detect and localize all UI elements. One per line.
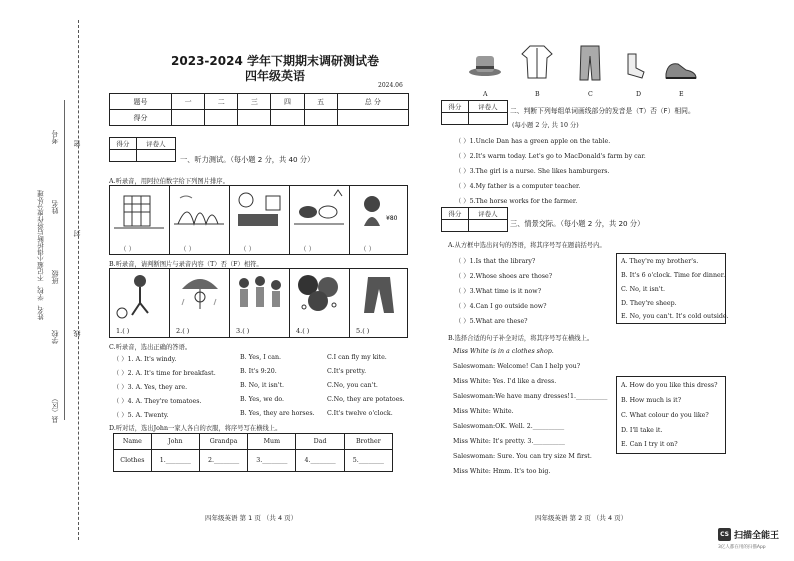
watermark-brand: 扫描全能王 <box>734 531 780 541</box>
dialogue-line: Miss White: Hmm. It's too big. <box>453 468 551 475</box>
grader-score-label: 得分 <box>442 101 469 113</box>
dialogue-scene: Miss White is in a clothes shop. <box>453 348 554 355</box>
score-input[interactable] <box>337 110 408 126</box>
binding-school-label: 学校 <box>51 330 59 344</box>
grader-marker-label: 评卷人 <box>468 208 507 220</box>
dialogue-line: Saleswoman:OK. Well. 2.__________ <box>453 423 565 430</box>
grader-score-input[interactable] <box>110 150 137 162</box>
option-b: B. Yes, we do. <box>240 396 285 403</box>
score-cell: 总 分 <box>337 94 408 110</box>
score-cell: 一 <box>172 94 205 110</box>
score-cell: 四 <box>271 94 304 110</box>
question-item: （ ）3. A. Yes, they are. <box>113 384 188 391</box>
tf-blank[interactable]: 4.( ) <box>296 327 310 335</box>
building-picture <box>110 186 170 254</box>
clothes-table <box>113 433 393 472</box>
dialogue-line: Miss White: It's pretty. 3.__________ <box>453 438 565 445</box>
sneakers-picture <box>664 58 698 84</box>
grader-marker-input[interactable] <box>468 113 507 125</box>
table-cell: Clothes <box>114 450 152 472</box>
binding-name-label: 姓名 <box>51 200 59 214</box>
image-letter: C <box>588 91 593 98</box>
dialogue-question: （ ）4.Can I go outside now? <box>455 303 547 310</box>
pronunciation-item: （ ）3.The girl is a nurse. She likes hamburgers. <box>455 168 610 175</box>
table-header: Mum <box>248 434 296 450</box>
table-header: Name <box>114 434 152 450</box>
grader-marker-label: 评卷人 <box>136 138 175 150</box>
score-input[interactable] <box>271 110 304 126</box>
option-item: C. What colour do you like? <box>621 412 709 419</box>
answer-blank[interactable]: 1.________ <box>151 450 199 472</box>
answer-blank[interactable]: 4.________ <box>296 450 344 472</box>
option-item: B. How much is it? <box>621 397 682 404</box>
option-b: B. It's 9:20. <box>240 368 277 375</box>
score-cell: 题号 <box>110 94 172 110</box>
table-header: Grandpa <box>199 434 247 450</box>
order-blank[interactable]: （ ） <box>360 245 376 253</box>
score-table <box>109 93 409 126</box>
grader-score-input[interactable] <box>442 220 469 232</box>
part1-title: 一、听力测试。（每小题 2 分，共 40 分） <box>180 155 315 164</box>
bedroom-picture <box>230 186 290 254</box>
grader-score-label: 得分 <box>442 208 469 220</box>
option-c: C.It's pretty. <box>327 368 367 375</box>
grader-score-label: 得分 <box>110 138 137 150</box>
options-box-b <box>616 376 726 454</box>
score-input[interactable] <box>172 110 205 126</box>
score-cell: 三 <box>238 94 271 110</box>
seal-mark-1: 密 <box>73 140 81 147</box>
seal-mark-2: 封 <box>73 230 81 237</box>
part1-b-title: B.听录音，请判断图片与录音内容（T）否（F）相符。 <box>109 261 263 268</box>
part2-note: (每小题 2 分, 共 10 分) <box>512 122 579 129</box>
score-cell: 得分 <box>110 110 172 126</box>
grader-score-input[interactable] <box>442 113 469 125</box>
pants-item-picture <box>578 44 602 84</box>
option-c: C.I can fly my kite. <box>327 354 387 361</box>
option-item: E. No, you can't. It's cold outside. <box>621 313 729 320</box>
part2-title: 二、判断下列每组单词画线部分的发音是（T）否（F）相同。 <box>510 107 695 115</box>
score-input[interactable] <box>238 110 271 126</box>
dialogue-question: （ ）3.What time is it now? <box>455 288 542 295</box>
binding-underline <box>64 100 65 420</box>
score-cell: 五 <box>304 94 337 110</box>
grader-marker-input[interactable] <box>136 150 175 162</box>
socks-picture <box>622 52 650 82</box>
option-item: A. They're my brother's. <box>621 258 699 265</box>
tf-blank[interactable]: 5.( ) <box>356 327 370 335</box>
option-c: C.No, you can't. <box>327 382 378 389</box>
part3-b-title: B.选择合适的句子补全对话，将其序号写在横线上。 <box>448 335 594 342</box>
dialogue-line: Saleswoman:We have many dresses!1.__________ <box>453 393 608 400</box>
part1-c-title: C.听录音，选出正确的答语。 <box>109 344 192 351</box>
question-item: （ ）1. A. It's windy. <box>113 356 177 363</box>
part1-a-title: A.听录音，用阿拉伯数字给下列图片排序。 <box>109 178 229 185</box>
image-letter: A <box>483 91 488 98</box>
pronunciation-item: （ ）1.Uncle Dan has a green apple on the table. <box>455 138 611 145</box>
shopping-picture <box>350 186 408 254</box>
score-input[interactable] <box>205 110 238 126</box>
option-item: E. Can I try it on? <box>621 441 678 448</box>
page-footer-left: 四年级英语 第 1 页 （共 4 页） <box>205 514 298 522</box>
pronunciation-item: （ ）4.My father is a computer teacher. <box>455 183 581 190</box>
order-blank[interactable]: （ ） <box>240 245 256 253</box>
image-letter: B <box>535 91 540 98</box>
image-letter: D <box>636 91 642 98</box>
grader-box-part1 <box>109 137 176 162</box>
dialogue-question: （ ）1.Is that the library? <box>455 258 536 265</box>
binding-warning: 姓名、学校、不记超小得折断后将作废分处理 <box>37 190 45 320</box>
option-item: B. It's 6 o'clock. Time for dinner. <box>621 272 726 279</box>
option-b: B. Yes, I can. <box>240 354 282 361</box>
option-item: A. How do you like this dress? <box>621 382 718 389</box>
pronunciation-item: （ ）2.It's warm today. Let's go to MacDonald's farm by car. <box>455 153 646 160</box>
options-box-a <box>616 253 729 324</box>
exam-title: 2023-2024 学年下期期末调研测试卷 <box>171 54 379 68</box>
seal-mark-3: 线 <box>73 330 81 337</box>
part1-b-picture-row <box>109 268 408 338</box>
shirt-picture <box>520 44 554 82</box>
grader-marker-input[interactable] <box>468 220 507 232</box>
exam-subtitle: 四年级英语 <box>244 69 305 83</box>
dialogue-line: Saleswoman: Welcome! Can I help you? <box>453 363 581 370</box>
question-item: （ ）2. A. It's time for breakfast. <box>113 370 216 377</box>
tf-blank[interactable]: 2.( ) <box>176 327 190 335</box>
opera-house-picture <box>170 186 230 254</box>
part3-title: 三、情景交际。（每小题 2 分，共 20 分） <box>510 219 645 228</box>
binding-county-label: 县（区） <box>51 395 59 423</box>
pronunciation-item: （ ）5.The horse works for the farmer. <box>455 198 578 205</box>
svg-text:¥80: ¥80 <box>386 215 398 222</box>
table-header: Brother <box>344 434 392 450</box>
page-footer-right: 四年级英语 第 2 页 （共 4 页） <box>535 514 628 522</box>
hat-picture <box>468 48 502 80</box>
option-b: B. No, it isn't. <box>240 382 285 389</box>
question-item: （ ）4. A. They're tomatoes. <box>113 398 202 405</box>
option-c: C.It's twelve o'clock. <box>327 410 393 417</box>
table-header: John <box>151 434 199 450</box>
option-c: C.No, they are potatoes. <box>327 396 405 403</box>
dialogue-line: Miss White: White. <box>453 408 514 415</box>
answer-blank[interactable]: 5.________ <box>344 450 392 472</box>
option-item: D. They're sheep. <box>621 300 677 307</box>
dialogue-question: （ ）5.What are these? <box>455 318 528 325</box>
tf-blank[interactable]: 3.( ) <box>236 327 250 335</box>
binding-class-label: 班级 <box>51 270 59 284</box>
grader-box-part2 <box>441 100 508 125</box>
tf-blank[interactable]: 1.( ) <box>116 327 130 335</box>
score-cell: 二 <box>205 94 238 110</box>
part1-a-picture-row <box>109 185 408 255</box>
image-letter: E <box>679 91 684 98</box>
farm-picture <box>290 186 350 254</box>
binding-id-label: 考号 <box>51 130 59 144</box>
dialogue-line: Miss White: Yes. I'd like a dress. <box>453 378 557 385</box>
binding-dashed-line <box>78 20 79 540</box>
dialogue-line: Saleswoman: Sure. You can try size M first. <box>453 453 592 460</box>
answer-blank[interactable]: 2.________ <box>199 450 247 472</box>
table-header: Dad <box>296 434 344 450</box>
watermark-tagline: 3亿人都在用的扫描App <box>718 545 766 550</box>
question-item: （ ）5. A. Twenty. <box>113 412 169 419</box>
answer-blank[interactable]: 3.________ <box>248 450 296 472</box>
option-b: B. Yes, they are horses. <box>240 410 315 417</box>
exam-date: 2024.06 <box>378 82 403 89</box>
grader-marker-label: 评卷人 <box>468 101 507 113</box>
order-blank[interactable]: （ ） <box>180 245 196 253</box>
order-blank[interactable]: （ ） <box>300 245 316 253</box>
part1-d-title: D.听对话，选出John一家人各自的衣服，将序号写在横线上。 <box>109 425 282 432</box>
option-item: D. I'll take it. <box>621 427 663 434</box>
order-blank[interactable]: （ ） <box>120 245 136 253</box>
option-item: C. No, it isn't. <box>621 286 666 293</box>
camscanner-logo-icon: CS <box>718 528 731 541</box>
part3-a-title: A.从方框中选出问句的答语，将其序号写在题前括号内。 <box>448 242 606 249</box>
dialogue-question: （ ）2.Whose shoes are those? <box>455 273 553 280</box>
score-input[interactable] <box>304 110 337 126</box>
grader-box-part3 <box>441 207 508 232</box>
